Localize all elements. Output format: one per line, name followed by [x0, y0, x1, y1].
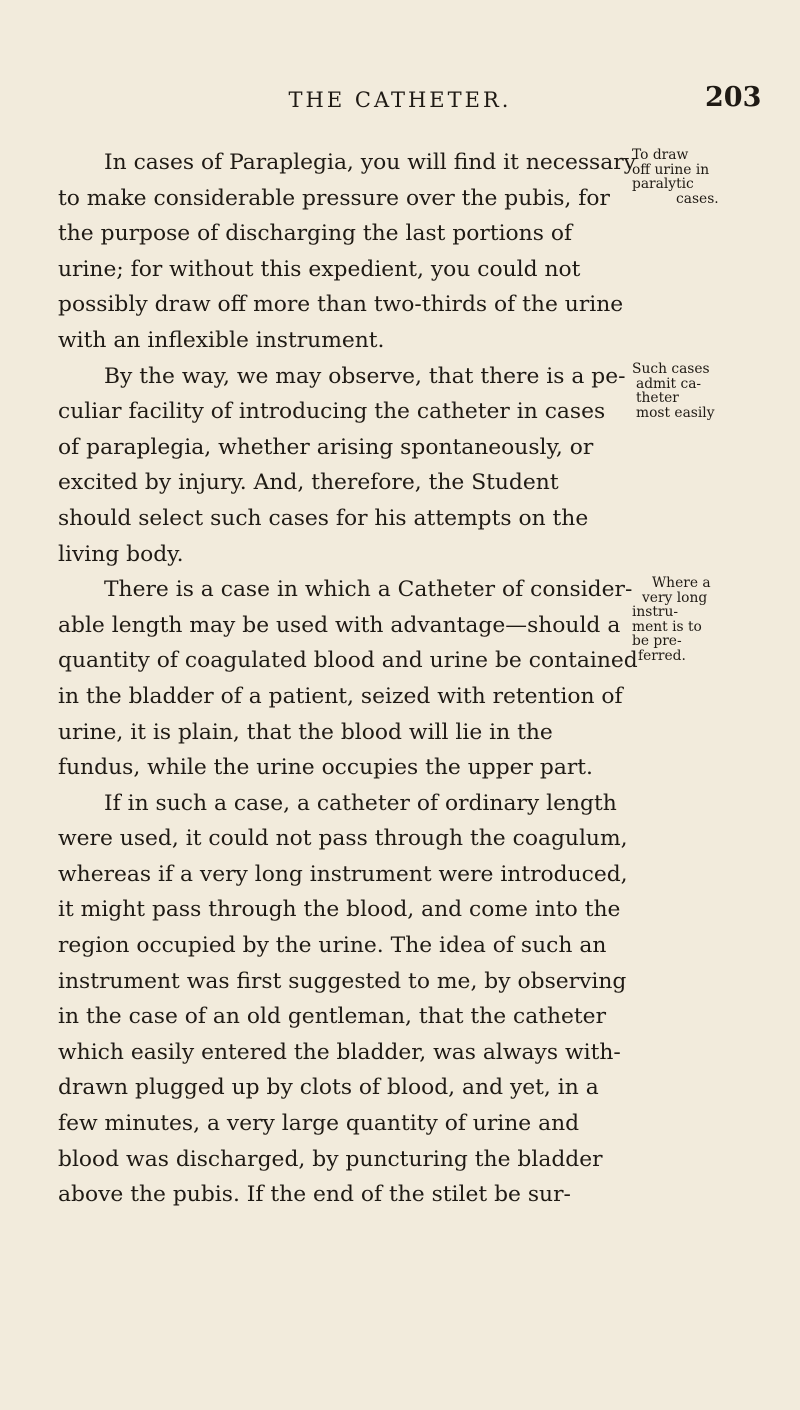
text-line: instrument was first suggested to me, by observing [58, 968, 627, 994]
body-text [58, 145, 638, 1213]
text-line: fundus, while the urine occupies the upper part. [58, 755, 593, 781]
margin-note-line: To draw [632, 147, 689, 163]
margin-note-line: paralytic [632, 176, 694, 192]
text-line: culiar facility of introducing the catheter in cases [58, 399, 606, 425]
text-line: it might pass through the blood, and come into the [58, 897, 621, 923]
text-line: By the way, we may observe, that there is a pe- [104, 363, 626, 389]
text-line: possibly draw off more than two-thirds of the urine [58, 292, 624, 318]
margin-note-line: ment is to [632, 618, 702, 635]
margin-note-line: ferred. [638, 647, 686, 664]
text-line: of paraplegia, whether arising spontaneously, or [58, 434, 594, 460]
margin-note-paralytic [632, 148, 719, 206]
text-line: excited by injury. And, therefore, the Student [58, 470, 559, 496]
text-line: were used, it could not pass through the coagulum, [58, 826, 628, 852]
text-line: able length may be used with advantage—should a [58, 612, 621, 638]
text-line: few minutes, a very large quantity of urine and [58, 1111, 580, 1137]
text-line: should select such cases for his attempts on the [58, 505, 589, 531]
text-line: drawn plugged up by clots of blood, and yet, in a [58, 1075, 599, 1101]
page-number: 203 [705, 82, 762, 113]
text-line: There is a case in which a Catheter of consider- [104, 577, 633, 603]
margin-note-line: Where a [652, 575, 711, 591]
margin-note-long-instrument [632, 576, 711, 663]
margin-note-line: admit ca- [636, 375, 702, 392]
running-title: THE CATHETER. [288, 88, 512, 112]
margin-note-line: off urine in [632, 161, 710, 178]
margin-note-line: cases. [676, 190, 719, 207]
text-line: urine, it is plain, that the blood will lie in the [58, 719, 553, 745]
text-line: region occupied by the urine. The idea of such an [58, 933, 607, 959]
text-line: quantity of coagulated blood and urine be contained [58, 648, 638, 674]
text-line: to make considerable pressure over the pubis, for [58, 185, 610, 211]
text-line: the purpose of discharging the last portions of [58, 221, 573, 247]
margin-note-line: Such cases [632, 361, 710, 377]
margin-note-such-cases [632, 362, 715, 420]
text-line: blood was discharged, by puncturing the bladder [58, 1146, 603, 1172]
text-line: If in such a case, a catheter of ordinary length [104, 790, 617, 816]
margin-note-line: instru- [632, 604, 679, 620]
text-line: in the bladder of a patient, seized with retention of [58, 683, 623, 709]
margin-note-line: theter [636, 390, 679, 406]
text-line: whereas if a very long instrument were introduced, [58, 861, 628, 887]
text-line: above the pubis. If the end of the stilet be sur- [58, 1182, 571, 1208]
margin-note-line: very long [642, 589, 708, 606]
text-line: In cases of Paraplegia, you will find it necessary [104, 150, 636, 175]
margin-note-line: be pre- [632, 633, 682, 649]
text-line: urine; for without this expedient, you could not [58, 256, 581, 282]
text-line: which easily entered the bladder, was always with- [58, 1039, 621, 1065]
text-line: in the case of an old gentleman, that the catheter [58, 1004, 606, 1030]
text-line: living body. [58, 541, 184, 567]
margin-note-line: most easily [636, 404, 715, 421]
text-line: with an inflexible instrument. [58, 327, 385, 353]
